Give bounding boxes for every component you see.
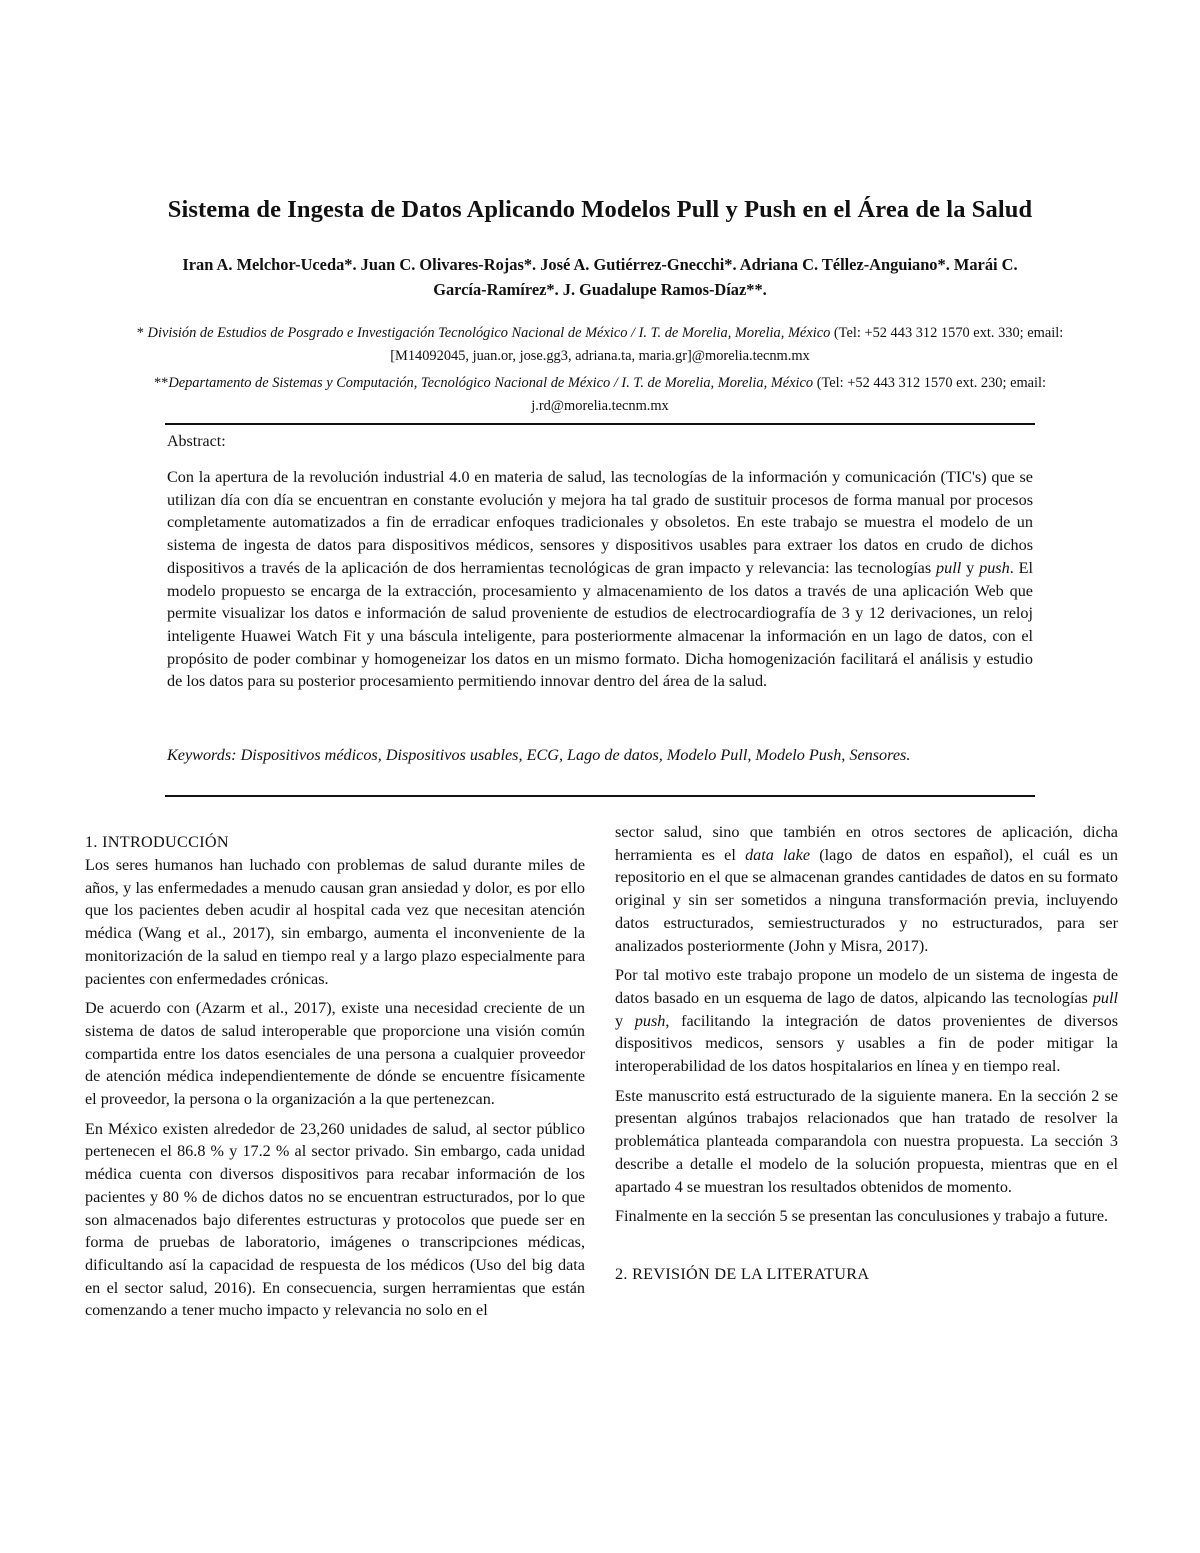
term-pull: pull bbox=[1092, 988, 1118, 1007]
affiliation-institution: Departamento de Sistemas y Computación, Tecnológico Nacional de México / I. T. de Morelia, Morelia, México bbox=[168, 375, 814, 391]
abstract-text-part: . El modelo propuesto se encarga de la extracción, procesamiento y almacenamiento de los datos a través de una aplicación Web que permite visualizar los datos e información de salud proveniente de estudios de electrocardiografía de 3 y 12 derivaciones, un reloj inteligente Huawei Watch Fit y una báscula inteligente, para posteriormente almacenar la información en un lago de datos, con el propósito de poder combinar y homogeneizar los datos en un mismo formato. Dicha homogenización facilitará el análisis y estudio de los datos para su posterior procesamiento permitiendo innovar dentro del área de la salud. bbox=[167, 558, 1034, 691]
paragraph-part: , facilitando la integración de datos provenientes de diversos dispositivos medicos, sensors y usables a fin de poder mitigar la interoperabilidad de los datos hospitalarios en línea y en tiempo real. bbox=[615, 1011, 1118, 1076]
paragraph: De acuerdo con (Azarm et al., 2017), existe una necesidad creciente de un sistema de datos de salud interoperable que proporcione una visión común compartida entre los datos esenciales de una persona a cualquier proveedor de atención médica independientemente de dónde se encuentre físicamente el proveedor, la persona o la organización a la que pertenezcan. bbox=[85, 999, 585, 1109]
affiliation-1 bbox=[100, 322, 1100, 367]
affiliation-mark: ** bbox=[153, 375, 169, 391]
abstract-text-part: y bbox=[961, 558, 980, 577]
paragraph bbox=[615, 821, 1118, 957]
paragraph: Este manuscrito está estructurado de la siguiente manera. En la sección 2 se presentan algúnos trabajos relacionados que han tratado de resolver la problemática planteada comparandola con nuestra propuesta. La sección 3 describe a detalle el modelo de la solución propuesta, mientras que en el apartado 4 se muestran los resultados obtenidos de momento. bbox=[615, 1086, 1118, 1196]
abstract-term-pull: pull bbox=[936, 558, 962, 577]
abstract-text-part: Con la apertura de la revolución industrial 4.0 en materia de salud, las tecnologías de la información y comunicación (TIC's) que se utilizan día con día se encuentran en constante evolución y mejora ha tal grado de sustituir procesos de forma manual por procesos completamente automatizados a fin de erradicar enfoques tradicionales y obsoletos. En este trabajo se muestra el modelo de un sistema de ingesta de datos para dispositivos médicos, sensores y dispositivos usables para extraer los datos en crudo de dichos dispositivos a través de la aplicación de dos herramientas tecnológicas de gran impacto y relevancia: las tecnologías bbox=[167, 468, 1033, 577]
paragraph-part: (lago de datos en español), el cuál es un repositorio en el que se almacenan grandes cantidades de datos en su formato original y sin ser sometidos a ninguna transformación previa, incluyendo datos estructurados, semiestructurados y no estructurados, para ser analizados posteriormente (John y Misra, 2017). bbox=[615, 845, 1118, 955]
paragraph: En México existen alrededor de 23,260 unidades de salud, al sector público pertenecen el 86.8 % y 17.2 % al sector privado. Sin embargo, cada unidad médica cuenta con diversos dispositivos para recabar información de los pacientes y 80 % de dichos datos no se encuentran estructurados, por lo que son almacenados bajo diferentes estructuras y protocolos que puede ser en forma de pruebas de laboratorio, imágenes o transcripciones médicas, dificultando así la capacidad de respuesta de los médicos (Uso del big data en el sector salud, 2016). En consecuencia, surgen herramientas que están comenzando a tener mucho impacto y relevancia no solo en el bbox=[85, 1119, 585, 1320]
author-line-1: Iran A. Melchor-Uceda*. Juan C. Olivares-Rojas*. José A. Gutiérrez-Gnecchi*. Adriana C. Téllez-Anguiano*. Marái C. bbox=[182, 255, 1018, 274]
keywords: Keywords: Dispositivos médicos, Dispositivos usables, ECG, Lago de datos, Modelo Pull, Modelo Push, Sensores. bbox=[167, 746, 911, 764]
affiliation-contact: (Tel: +52 443 312 1570 ext. 330; email: [M14092045, juan.or, jose.gg3, adriana.ta, maria.gr]@morelia.tecnm.mx bbox=[390, 325, 1064, 364]
abstract-top-rule bbox=[165, 423, 1035, 425]
author-list bbox=[80, 252, 1120, 302]
affiliation-institution: División de Estudios de Posgrado e Investigación Tecnológico Nacional de México / I. T. de Morelia, Morelia, México bbox=[147, 325, 831, 341]
paragraph-part: sector salud, sino que también en otros sectores de aplicación, dicha herramienta es el bbox=[615, 823, 1118, 864]
author-line-2: García-Ramírez*. J. Guadalupe Ramos-Díaz**. bbox=[433, 280, 767, 299]
section-heading-introduccion: 1. INTRODUCCIÓN bbox=[85, 833, 229, 851]
paragraph-part: y bbox=[615, 1011, 635, 1030]
paragraph: Los seres humanos han luchado con problemas de salud durante miles de años, y las enfermedades a menudo causan gran ansiedad y dolor, es por ello que los pacientes deben acudir al hospital cada vez que necesitan atención médica (Wang et al., 2017), sin embargo, aumenta el inconveniente de la monitorización de la salud en tiempo real y a largo plazo especialmente para pacientes con enfermedades crónicas. bbox=[85, 856, 585, 988]
right-column bbox=[615, 821, 1118, 1286]
affiliation-mark: * bbox=[136, 325, 148, 341]
paragraph bbox=[615, 964, 1118, 1078]
abstract-label: Abstract: bbox=[167, 433, 226, 450]
affiliation-2 bbox=[100, 372, 1100, 417]
abstract-term-push: push bbox=[979, 558, 1010, 577]
paper-title: Sistema de Ingesta de Datos Aplicando Modelos Pull y Push en el Área de la Salud bbox=[167, 196, 1033, 223]
section-heading-revision: 2. REVISIÓN DE LA LITERATURA bbox=[615, 1264, 870, 1283]
left-column bbox=[85, 830, 585, 1329]
paragraph: Finalmente en la sección 5 se presentan las conculusiones y trabajo a future. bbox=[615, 1207, 1109, 1226]
abstract-bottom-rule bbox=[165, 795, 1035, 797]
term-push: push bbox=[634, 1011, 666, 1030]
paragraph-part: Por tal motivo este trabajo propone un modelo de un sistema de ingesta de datos basado en un esquema de lago de datos, alpicando las tecnologías bbox=[615, 966, 1118, 1007]
term-data-lake: data lake bbox=[745, 845, 811, 864]
abstract-text bbox=[167, 466, 1033, 693]
affiliation-contact: (Tel: +52 443 312 1570 ext. 230; email: j.rd@morelia.tecnm.mx bbox=[531, 375, 1047, 414]
